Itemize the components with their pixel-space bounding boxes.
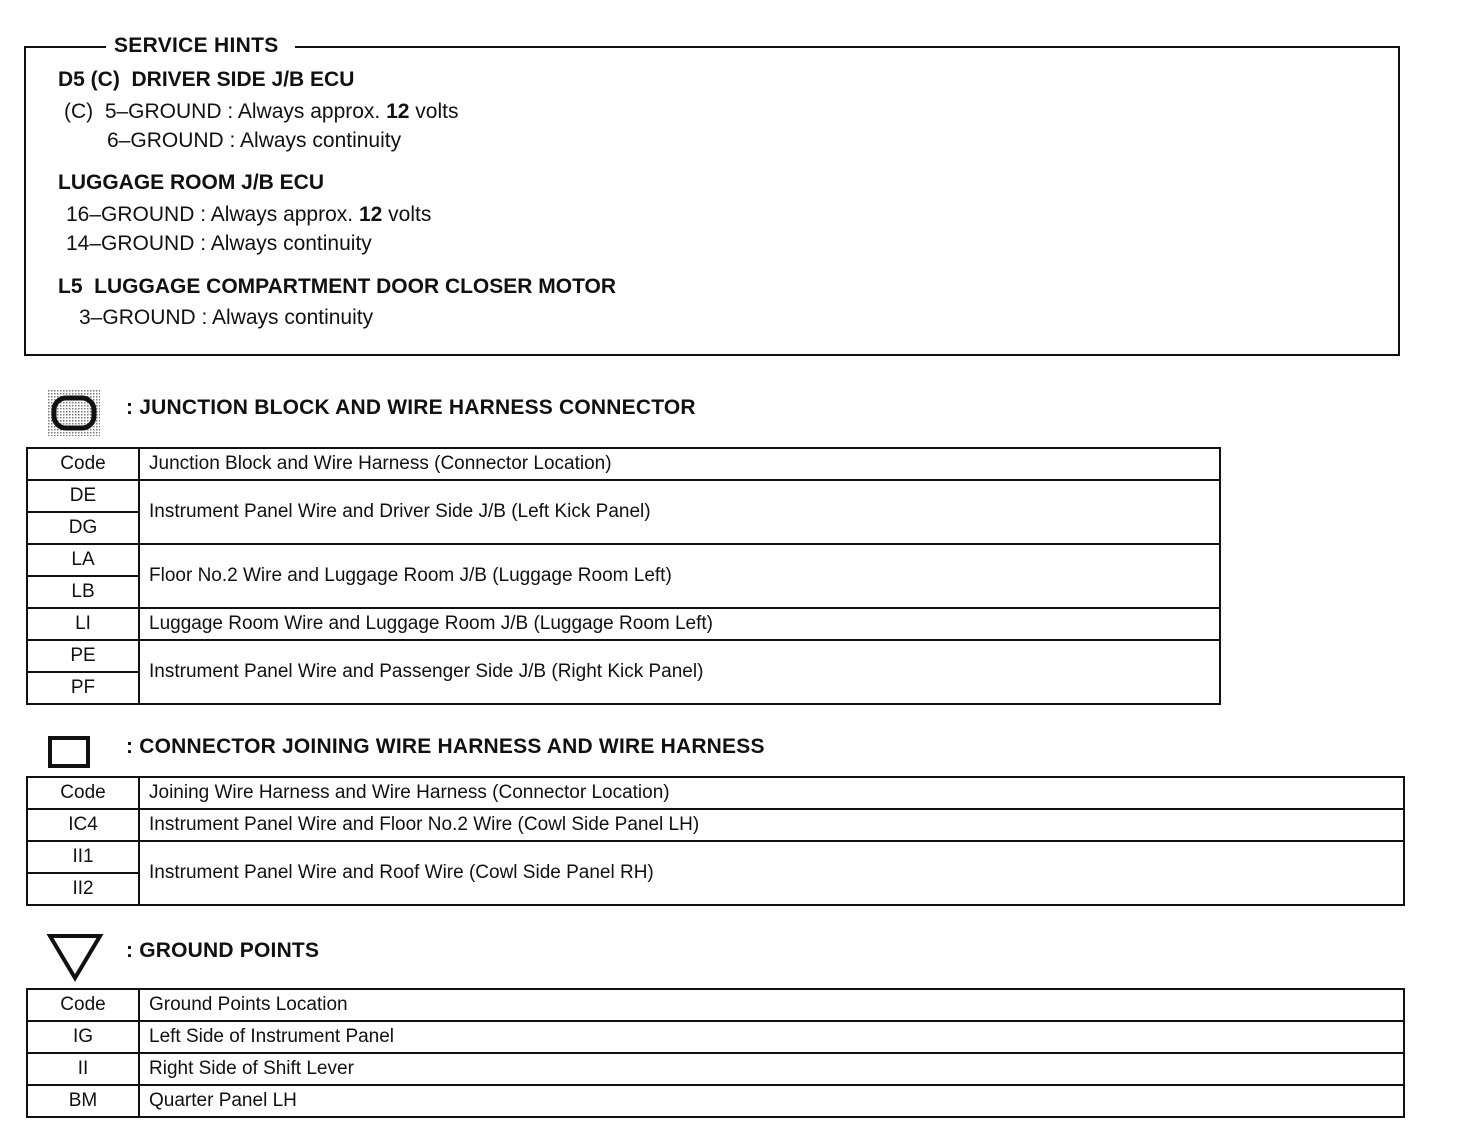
junction-block-table: [26, 447, 1221, 705]
junction-block-icon: [48, 390, 100, 441]
ground-points-table: [26, 988, 1405, 1118]
code-cell: IG: [27, 1021, 139, 1053]
code-cell: PE: [27, 640, 139, 672]
table-row: [27, 544, 1220, 576]
code-cell: IC4: [27, 809, 139, 841]
location-cell: Luggage Room Wire and Luggage Room J/B (Luggage Room Left): [139, 608, 1220, 640]
code-cell: II: [27, 1053, 139, 1085]
location-header: Ground Points Location: [139, 989, 1404, 1021]
hint-heading-driver-jb: D5 (C) DRIVER SIDE J/B ECU: [58, 68, 355, 91]
code-cell: BM: [27, 1085, 139, 1117]
table-row: [27, 1021, 1404, 1053]
code-cell: II1: [27, 841, 139, 873]
code-cell: PF: [27, 672, 139, 704]
location-header: Junction Block and Wire Harness (Connector Location): [139, 448, 1220, 480]
location-cell: Quarter Panel LH: [139, 1085, 1404, 1117]
service-hints-title: SERVICE HINTS: [106, 34, 295, 58]
table-row: [27, 1085, 1404, 1117]
hint-line: 14–GROUND : Always continuity: [66, 232, 372, 255]
code-cell: DE: [27, 480, 139, 512]
location-cell: Instrument Panel Wire and Passenger Side J/B (Right Kick Panel): [139, 640, 1220, 704]
table-row: [27, 608, 1220, 640]
connector-square-icon: [48, 736, 92, 775]
code-cell: LA: [27, 544, 139, 576]
code-cell: LI: [27, 608, 139, 640]
table-row: [27, 640, 1220, 672]
connector-joining-table: [26, 776, 1405, 906]
service-hints-box: [24, 34, 1400, 356]
location-cell: Left Side of Instrument Panel: [139, 1021, 1404, 1053]
location-header: Joining Wire Harness and Wire Harness (Connector Location): [139, 777, 1404, 809]
code-cell: DG: [27, 512, 139, 544]
hint-line: (C) 5–GROUND : Always approx. 12 volts: [64, 100, 459, 123]
junction-block-title: : JUNCTION BLOCK AND WIRE HARNESS CONNECTOR: [126, 396, 696, 419]
code-header: Code: [27, 448, 139, 480]
code-cell: LB: [27, 576, 139, 608]
hint-line: 16–GROUND : Always approx. 12 volts: [66, 203, 432, 226]
connector-joining-title: : CONNECTOR JOINING WIRE HARNESS AND WIRE HARNESS: [126, 735, 765, 758]
location-cell: Floor No.2 Wire and Luggage Room J/B (Luggage Room Left): [139, 544, 1220, 608]
table-header-row: [27, 989, 1404, 1021]
location-cell: Instrument Panel Wire and Driver Side J/B (Left Kick Panel): [139, 480, 1220, 544]
code-header: Code: [27, 777, 139, 809]
table-header-row: [27, 448, 1220, 480]
table-row: [27, 841, 1404, 873]
location-cell: Instrument Panel Wire and Floor No.2 Wire (Cowl Side Panel LH): [139, 809, 1404, 841]
hint-line: 3–GROUND : Always continuity: [79, 306, 374, 329]
table-row: [27, 809, 1404, 841]
table-row: [27, 1053, 1404, 1085]
code-header: Code: [27, 989, 139, 1021]
table-header-row: [27, 777, 1404, 809]
location-cell: Instrument Panel Wire and Roof Wire (Cowl Side Panel RH): [139, 841, 1404, 905]
table-row: [27, 480, 1220, 512]
ground-triangle-icon: [46, 932, 104, 987]
hint-heading-closer-motor: L5 LUGGAGE COMPARTMENT DOOR CLOSER MOTOR: [58, 275, 617, 298]
code-cell: II2: [27, 873, 139, 905]
hint-heading-luggage-jb: LUGGAGE ROOM J/B ECU: [58, 171, 325, 194]
hint-line: 6–GROUND : Always continuity: [107, 129, 402, 152]
ground-points-title: : GROUND POINTS: [126, 939, 320, 962]
location-cell: Right Side of Shift Lever: [139, 1053, 1404, 1085]
